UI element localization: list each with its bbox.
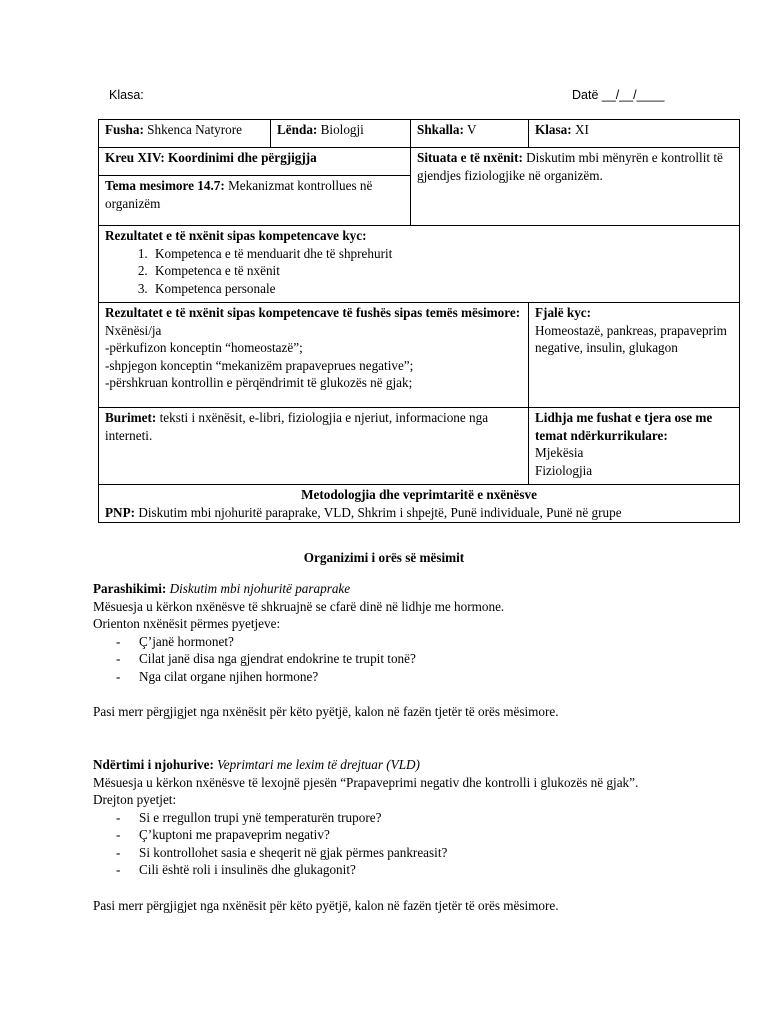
plan-row-kreu <box>99 148 740 176</box>
question-item: - Si e rregullon trupi ynë temperaturën trupore? <box>93 809 653 827</box>
date-label: Datë __/__/____ <box>572 88 665 102</box>
kompetencat-list <box>105 245 733 298</box>
ndertimi-questions <box>93 809 653 879</box>
parashikimi-heading <box>93 580 653 598</box>
situata-value: Diskutim mbi mënyrën e kontrollit të gjendjes fiziologjike në organizëm. <box>417 150 723 183</box>
shkalla-value: V <box>466 122 477 137</box>
situata-label: Situata e të nxënit: <box>417 150 523 165</box>
parashikimi-questions <box>93 633 653 686</box>
question-item: - Cili është roli i insulinës dhe glukagonit? <box>93 861 653 879</box>
fjale-kyc-cell <box>529 303 740 408</box>
lidhja-label: Lidhja me fushat e tjera ose me temat ndërkurrikulare: <box>535 410 713 443</box>
cell-klasa <box>529 120 740 148</box>
parashikimi-label: Parashikimi: <box>93 581 167 596</box>
tema-cell <box>99 176 411 226</box>
ndertimi-section <box>93 756 653 914</box>
pnp-label: PNP: <box>105 504 136 520</box>
class-label: Klasa: <box>109 88 144 102</box>
parashikimi-section <box>93 580 653 721</box>
kompetenca-item: 3. Kompetenca personale <box>151 280 733 298</box>
situata-cell <box>411 148 740 226</box>
rezultatet-fushe-cell <box>99 303 529 408</box>
rezultatet-kyc-title: Rezultatet e të nxënit sipas kompetencave kyc: <box>105 228 367 243</box>
kreu-cell: Kreu XIV: Koordinimi dhe përgjigjja <box>99 148 411 176</box>
parashikimi-line: Orienton nxënësit përmes pyetjeve: <box>93 616 281 631</box>
question-item: - Nga cilat organe njihen hormone? <box>93 668 653 686</box>
cell-shkalla <box>411 120 529 148</box>
objektiv-item: -përkufizon konceptin “homeostazë”; <box>105 340 303 355</box>
pnp-line <box>105 504 733 522</box>
ndertimi-line: Mësuesja u kërkon nxënësve të lexojnë pjesën “Prapaveprimi negativ dhe kontrolli i glukozës në gjak”. Drejton pyetjet: <box>93 774 639 807</box>
fusha-value: Shkenca Natyrore <box>147 122 242 137</box>
ndertimi-closing: Pasi merr përgjigjet nga nxënësit për këto pyëtjë, kalon në fazën tjetër të orës mësimore. <box>93 897 559 913</box>
klasa-label: Klasa: <box>535 122 572 137</box>
question-item: - Cilat janë disa nga gjendrat endokrine te trupit tonë? <box>93 650 653 668</box>
burimet-label: Burimet: <box>105 410 157 425</box>
plan-row-rezultatet <box>99 303 740 408</box>
ndertimi-label: Ndërtimi i njohurive: <box>93 757 214 772</box>
rezultatet-fushe-title: Rezultatet e të nxënit sipas kompetencave të fushës sipas temës mësimore: <box>105 305 521 320</box>
plan-row-kompetencat <box>99 226 740 303</box>
klasa-value: XI <box>574 122 589 137</box>
burimet-value: teksti i nxënësit, e-libri, fiziologjia e njeriut, informacione nga interneti. <box>105 410 489 443</box>
tema-value: Mekanizmat kontrollues në organizëm <box>105 178 373 211</box>
question-item: - Si kontrollohet sasia e sheqerit në gjak përmes pankreasit? <box>93 844 653 862</box>
metodologjia-cell <box>99 485 740 523</box>
ndertimi-heading <box>93 756 653 774</box>
plan-row-header <box>99 120 740 148</box>
lidhja-item: Mjekësia <box>535 445 584 460</box>
lidhja-item: Fiziologjia <box>535 462 593 478</box>
parashikimi-closing: Pasi merr përgjigjet nga nxënësit për këto pyëtjë, kalon në fazën tjetër të orës mësimore. <box>93 704 559 719</box>
cell-lenda <box>271 120 411 148</box>
nxenesi-label: Nxënësi/ja <box>105 322 162 338</box>
plan-row-burimet <box>99 408 740 485</box>
kompetenca-item: 2. Kompetenca e të nxënit <box>151 262 733 280</box>
objektiv-item: -përshkruan kontrollin e përqëndrimit të glukozës në gjak; <box>105 375 413 390</box>
cell-fusha <box>99 120 271 148</box>
question-item: - Ç’kuptoni me prapaveprim negativ? <box>93 826 653 844</box>
kompetenca-item: 1. Kompetenca e të menduarit dhe të shprehurit <box>151 245 733 263</box>
parashikimi-subtitle: Diskutim mbi njohuritë paraprake <box>169 581 351 596</box>
plan-row-metodologjia <box>99 485 740 523</box>
question-item: - Ç’janë hormonet? <box>93 633 653 651</box>
burimet-cell <box>99 408 529 485</box>
parashikimi-line: Mësuesja u kërkon nxënësve të shkruajnë se cfarë dinë në lidhje me hormone. <box>93 598 505 614</box>
organizimi-title: Organizimi i orës së mësimit <box>303 550 465 565</box>
lidhja-cell <box>529 408 740 485</box>
ndertimi-subtitle: Veprimtari me lexim të drejtuar (VLD) <box>217 757 420 772</box>
kompetencat-cell <box>99 226 740 303</box>
objektiv-item: -shpjegon konceptin “mekanizëm prapaveprues negative”; <box>105 357 414 373</box>
fusha-label: Fusha: <box>105 122 144 137</box>
lenda-value: Biologji <box>320 122 364 137</box>
lenda-label: Lënda: <box>277 122 318 137</box>
lesson-plan-table <box>98 119 740 523</box>
metodologjia-title: Metodologjia dhe veprimtaritë e nxënësve <box>301 487 537 502</box>
tema-label: Tema mesimore 14.7: <box>105 178 225 193</box>
fjale-kyc-label: Fjalë kyc: <box>535 305 592 320</box>
fjale-kyc-value: Homeostazë, pankreas, prapaveprim negative, insulin, glukagon <box>535 322 727 355</box>
shkalla-label: Shkalla: <box>417 122 464 137</box>
pnp-value: Diskutim mbi njohuritë paraprake, VLD, Shkrim i shpejtë, Punë individuale, Punë në grupe <box>138 504 622 520</box>
